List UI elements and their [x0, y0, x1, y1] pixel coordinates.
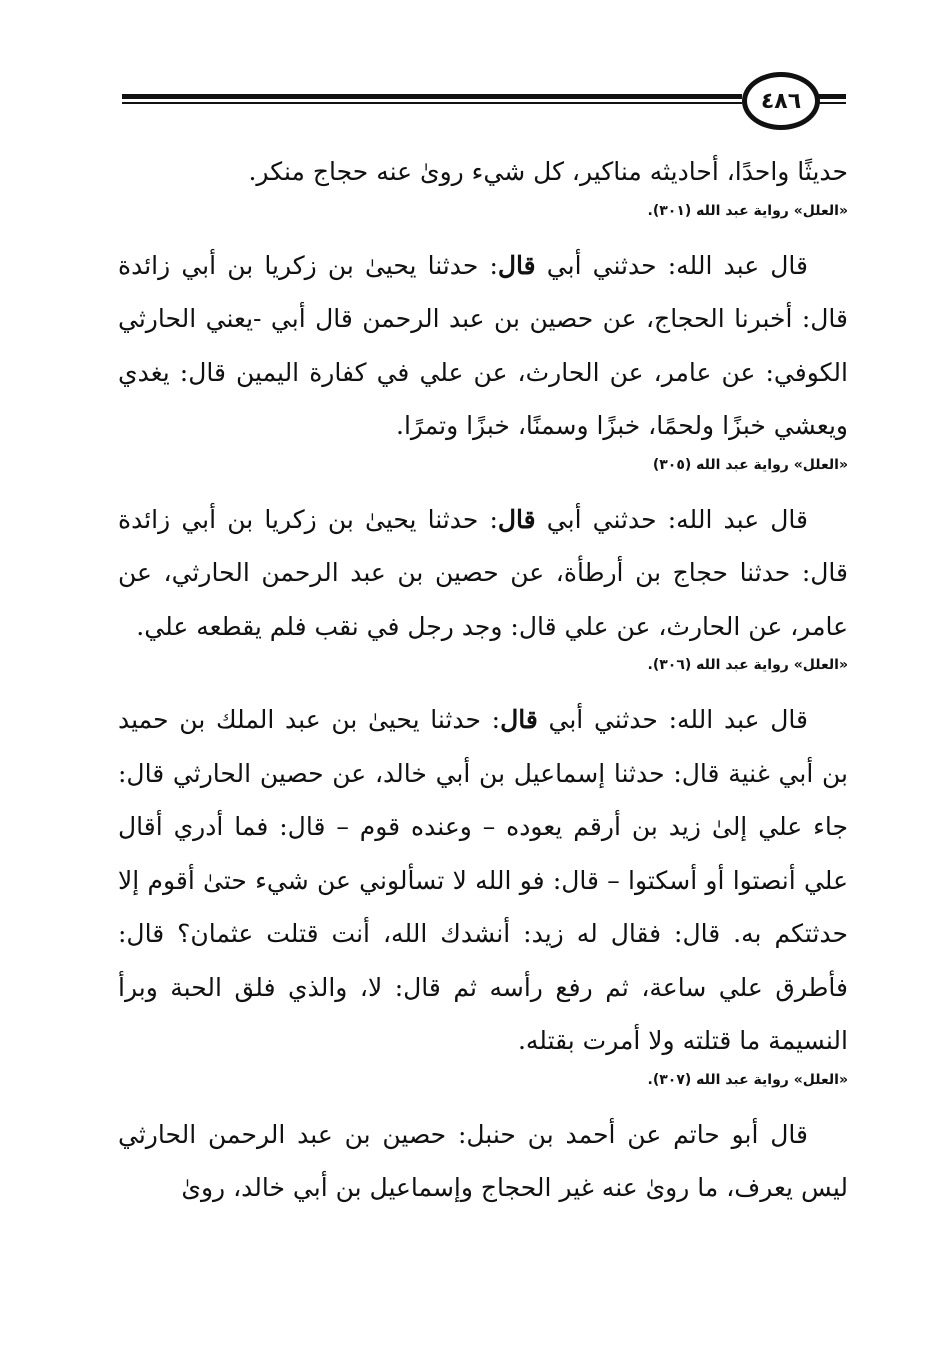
- paragraph-lead: قال عبد الله: حدثني أبي: [535, 504, 808, 534]
- header-rule: [122, 92, 742, 106]
- paragraph-text: : حدثنا يحيىٰ بن زكريا بن أبي زائدة قال: أخبرنا الحجاج، عن حصين بن عبد الرحمن قال أبي -يعني الحارثي الكوفي: عن عامر، عن الحارث، عن علي في كفارة اليمين قال: يغدي ويعشي خبزًا ولحمًا، خبزًا وسمنًا، خبزًا وتمرًا.: [118, 250, 848, 440]
- header-rule-tail: [818, 94, 846, 108]
- source-citation: «العلل» رواية عبد الله (٣٠٦).: [647, 657, 848, 673]
- paragraph-bold-word: قال: [500, 705, 538, 734]
- header-rule-thick-line: [122, 94, 742, 99]
- header-rule-thin-line: [122, 102, 742, 104]
- page-content: [118, 145, 848, 1215]
- page-number: ٤٨٦: [760, 88, 802, 114]
- source-citation: «العلل» رواية عبد الله (٣٠١).: [647, 202, 848, 219]
- paragraph-text: قال أبو حاتم عن أحمد بن حنبل: حصين بن عبد الرحمن الحارثي ليس يعرف، ما روىٰ عنه غير الحجاج وإسماعيل بن أبي خالد، روىٰ: [118, 1119, 848, 1202]
- page-number-badge: [742, 72, 820, 130]
- paragraph-text: حديثًا واحدًا، أحاديثه مناكير، كل شيء روىٰ عنه حجاج منكر.: [248, 157, 848, 186]
- paragraph-narration: [118, 1108, 848, 1215]
- paragraph-text: : حدثنا يحيىٰ بن زكريا بن أبي زائدة قال: حدثنا حجاج بن أرطأة، عن حصين بن عبد الرحمن الحارثي، عن عامر، عن الحارث، عن علي قال: وجد رجل في نقب فلم يقطعه علي.: [118, 504, 848, 641]
- source-citation: «العلل» رواية عبد الله (٣٠٥): [652, 456, 848, 473]
- source-citation: «العلل» رواية عبد الله (٣٠٧).: [647, 1071, 848, 1088]
- paragraph-narration: [118, 693, 848, 1068]
- paragraph-narration: [118, 493, 848, 654]
- paragraph-lead: قال عبد الله: حدثني أبي: [535, 250, 808, 280]
- paragraph-narration: [118, 239, 848, 453]
- paragraph-text: : حدثنا يحيىٰ بن عبد الملك بن حميد بن أبي غنية قال: حدثنا إسماعيل بن أبي خالد، عن حصين الحارثي قال: جاء علي إلىٰ زيد بن أرقم يعوده – وعنده قوم – قال: فما أدري أقال علي أنصتوا أو أسكتوا – قال: فو الله لا تسألوني عن شيء حتىٰ أقوم إلا حدثتكم به. قال: فقال له زيد: أنشدك الله، أنت قتلت عثمان؟ قال: فأطرق علي ساعة، ثم رفع رأسه ثم قال: لا، والذي فلق الحبة وبرأ النسيمة ما قتلته ولا أمرت بقتله.: [118, 705, 848, 1055]
- header-tail-thick-line: [818, 94, 846, 99]
- paragraph-lead: قال عبد الله: حدثني أبي: [537, 705, 808, 734]
- paragraph-bold-word: قال: [497, 504, 536, 534]
- header-tail-thin-line: [818, 102, 846, 104]
- paragraph-bold-word: قال: [497, 250, 536, 280]
- paragraph-continuation: [118, 145, 848, 199]
